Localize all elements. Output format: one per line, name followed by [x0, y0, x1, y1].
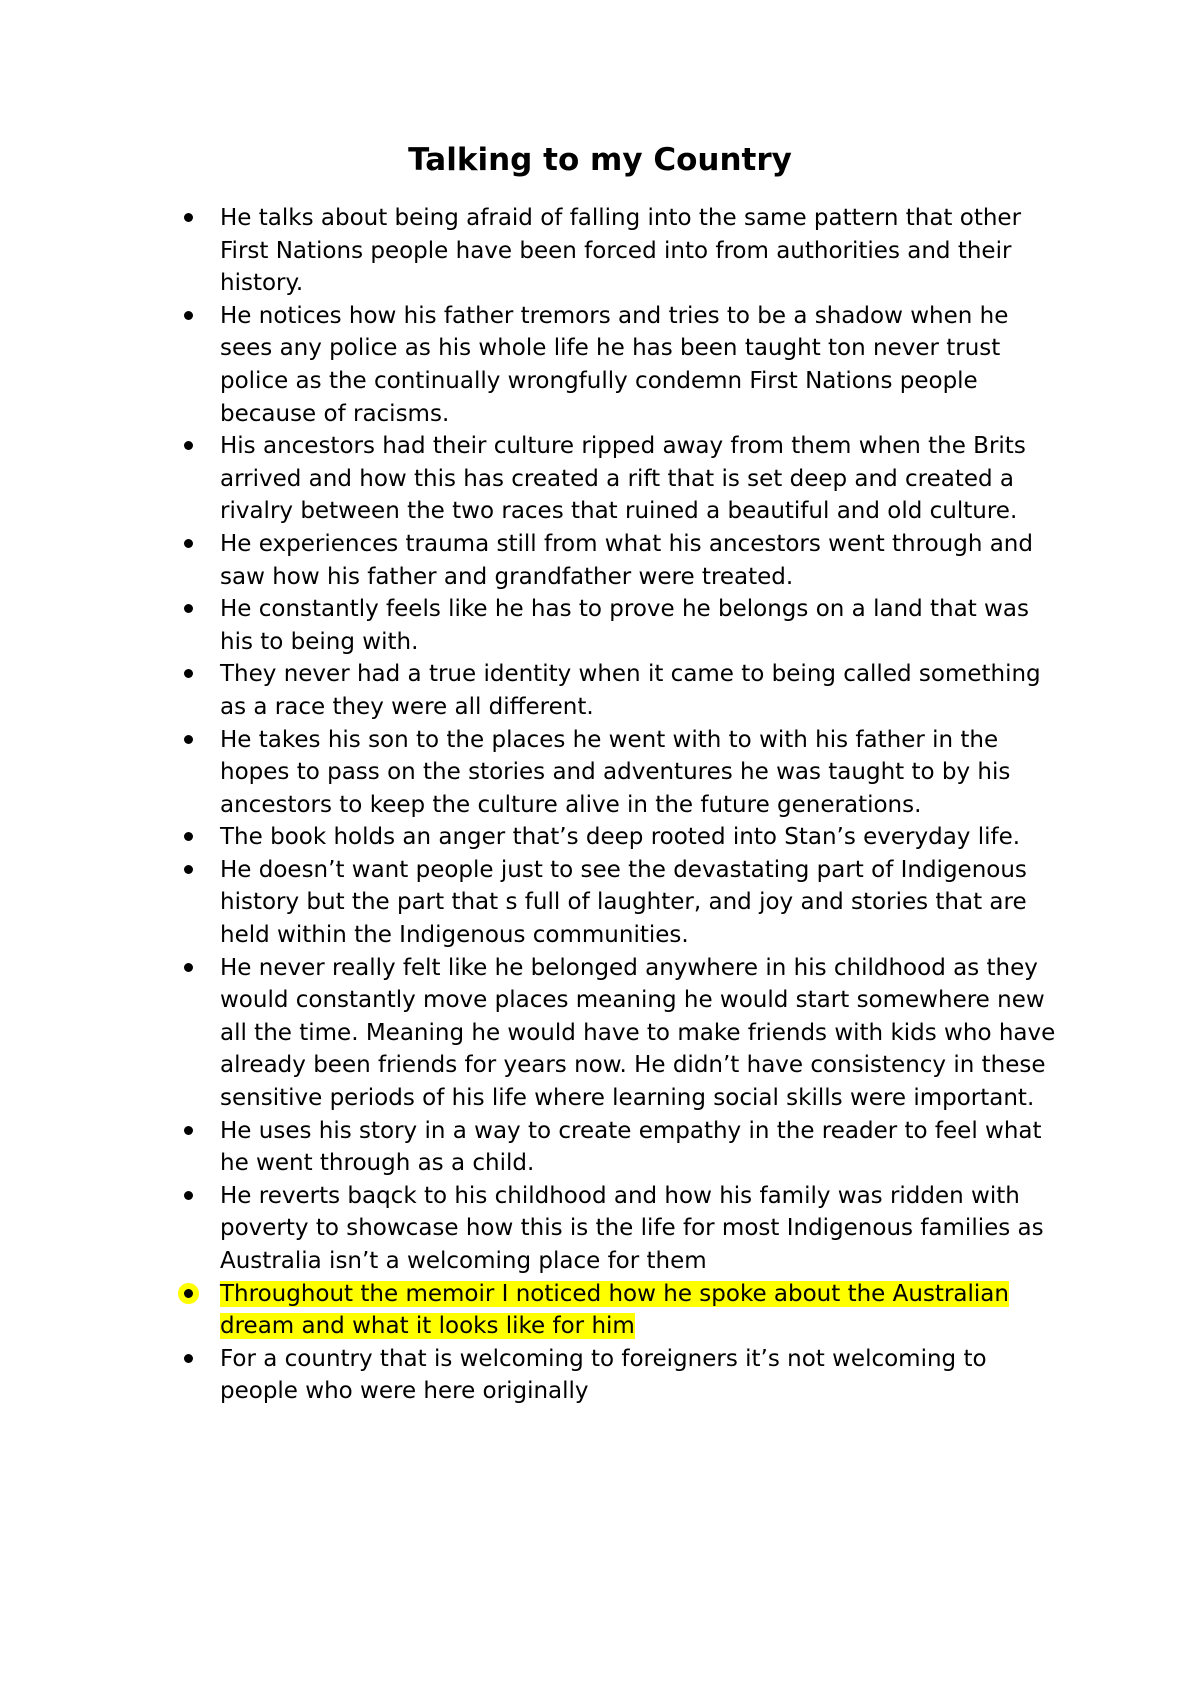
bullet-text: He doesn’t want people just to see the devastating part of Indigenous history but the part that s full of laughter, and joy and stories that are held within the Indigenous communities.	[220, 856, 1027, 949]
bullet-dot-icon	[184, 865, 193, 874]
bullet-text: He notices how his father tremors and tries to be a shadow when he sees any police as his whole life he has been taught ton never trust police as the continually wrongfully condemn First Nations people because of racisms.	[220, 302, 1009, 427]
bullet-dot-icon	[184, 832, 193, 841]
bullet-text: He experiences trauma still from what his ancestors went through and saw how his father and grandfather were treated.	[220, 530, 1033, 590]
bullet-dot-icon	[184, 735, 193, 744]
bullet-dot-icon	[184, 1289, 193, 1298]
bullet-item	[184, 1343, 1064, 1408]
bullet-item	[184, 202, 1064, 300]
bullet-item	[184, 593, 1064, 658]
bullet-text: He reverts baqck to his childhood and how his family was ridden with poverty to showcase how this is the life for most Indigenous families as Australia isn’t a welcoming place for them	[220, 1182, 1044, 1274]
bullet-item	[184, 1115, 1064, 1180]
bullet-item	[184, 1180, 1064, 1278]
bullet-item	[184, 854, 1064, 952]
bullet-text: The book holds an anger that’s deep rooted into Stan’s everyday life.	[220, 824, 1021, 851]
bullet-dot-icon	[184, 963, 193, 972]
bullet-text: They never had a true identity when it came to being called something as a race they were all different.	[220, 661, 1041, 720]
bullet-dot-icon	[184, 1126, 193, 1135]
bullet-text: He talks about being afraid of falling into the same pattern that other First Nations people have been forced into from authorities and their history.	[220, 205, 1022, 297]
bullet-text: He takes his son to the places he went with to with his father in the hopes to pass on the stories and adventures he was taught to by his ancestors to keep the culture alive in the future generations.	[220, 726, 1011, 818]
bullet-text: He uses his story in a way to create empathy in the reader to feel what he went through as a child.	[220, 1117, 1042, 1177]
bullet-text: He never really felt like he belonged anywhere in his childhood as they would constantly move places meaning he would start somewhere new all the time. Meaning he would have to make friends with kids who have already been friends for years now. He didn’t have consistency in these sensitive periods of his life where learning social skills were important.	[220, 954, 1056, 1112]
bullet-dot-icon	[184, 604, 193, 613]
bullet-dot-icon	[184, 539, 193, 548]
bullet-item	[184, 724, 1064, 822]
bullet-list	[184, 202, 1064, 1408]
bullet-item	[184, 952, 1064, 1115]
bullet-text: For a country that is welcoming to foreigners it’s not welcoming to people who were here originally	[220, 1345, 987, 1405]
document-title: Talking to my Country	[408, 142, 792, 178]
bullet-dot-icon	[184, 441, 193, 450]
bullet-dot-icon	[184, 311, 193, 320]
bullet-dot-icon	[184, 213, 193, 222]
bullet-text: He constantly feels like he has to prove he belongs on a land that was his to being with.	[220, 596, 1029, 655]
bullet-dot-icon	[184, 1354, 193, 1363]
bullet-dot-icon	[184, 669, 193, 678]
highlighted-bullet-item	[184, 1278, 1064, 1343]
bullet-item	[184, 821, 1064, 854]
bullet-item	[184, 528, 1064, 593]
bullet-item	[184, 430, 1064, 528]
bullet-text: Throughout the memoir I noticed how he spoke about the Australian dream and what it looks like for him	[220, 1280, 1009, 1340]
bullet-dot-icon	[184, 1191, 193, 1200]
bullet-item	[184, 300, 1064, 430]
bullet-text: His ancestors had their culture ripped away from them when the Brits arrived and how this has created a rift that is set deep and created a rivalry between the two races that ruined a beautiful and old culture.	[220, 433, 1026, 525]
bullet-item	[184, 658, 1064, 723]
